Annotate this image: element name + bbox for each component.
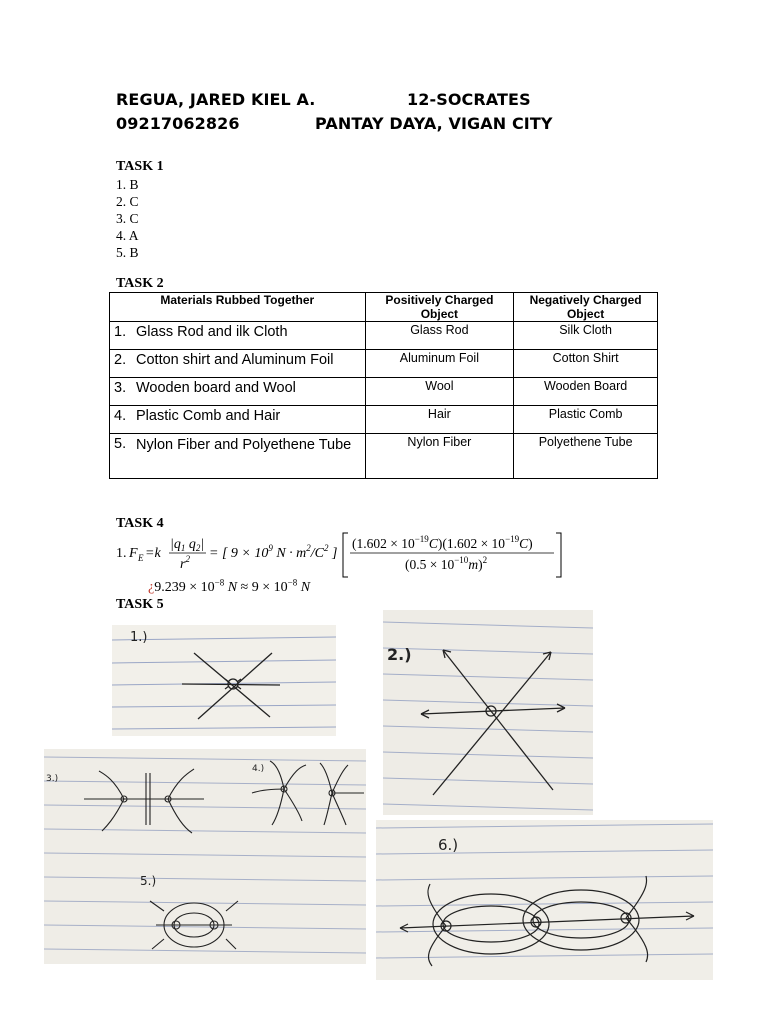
materials-text: Cotton shirt and Aluminum Foil <box>136 352 334 368</box>
task1-answers <box>116 176 139 261</box>
positive-cell: Wool <box>365 378 514 406</box>
table-row <box>110 350 658 378</box>
row-number: 2. <box>114 352 127 368</box>
materials-cell <box>110 350 366 378</box>
formula-constant: = [ $9 \times 10^9$ $N \cdot m^2/C^2$ ] <box>209 543 338 561</box>
materials-text: Nylon Fiber and Polyethene Tube <box>136 437 352 453</box>
row-number: 3. <box>114 380 127 396</box>
formula-lhs-sub: E <box>138 553 144 563</box>
materials-cell <box>110 406 366 434</box>
formula-item-number: 1. <box>116 546 127 561</box>
bracket-right <box>556 533 561 577</box>
table-row <box>110 322 658 350</box>
column-header: Positively Charged Object <box>365 293 514 322</box>
result-value: $9.239 \times 10^{-8}$ $N \approx 9 \times 10^{-8}$ N <box>154 577 311 595</box>
negative-cell: Plastic Comb <box>514 406 658 434</box>
formula-result <box>148 577 310 596</box>
task1-answer: 3. C <box>116 211 139 226</box>
sketch-label: 1.) <box>130 630 148 645</box>
bracket-left <box>343 533 348 577</box>
task2-title: TASK 2 <box>116 276 164 291</box>
student-section: 12-SOCRATES <box>407 90 531 109</box>
field-lines-drawing-3 <box>44 749 366 964</box>
table-row <box>110 378 658 406</box>
column-header: Materials Rubbed Together <box>110 293 366 322</box>
table-row <box>110 406 658 434</box>
student-name: REGUA, JARED KIEL A. <box>116 90 316 109</box>
positive-cell: Hair <box>365 406 514 434</box>
sketch-photo-2 <box>383 610 593 815</box>
task1-answer: 5. B <box>116 245 139 260</box>
row-number: 1. <box>114 324 127 340</box>
negative-cell: Silk Cloth <box>514 322 658 350</box>
sketch-photo-3 <box>44 749 366 964</box>
table-header-row <box>110 293 658 322</box>
positive-cell: Aluminum Foil <box>365 350 514 378</box>
sketch-label: 4.) <box>252 764 265 774</box>
field-lines-drawing-1 <box>112 625 336 736</box>
sketch-photo-1 <box>112 625 336 736</box>
negative-cell: Wooden Board <box>514 378 658 406</box>
sketch-label: 2.) <box>387 645 412 664</box>
positive-cell: Glass Rod <box>365 322 514 350</box>
materials-text: Plastic Comb and Hair <box>136 408 281 424</box>
frac2-denominator: $(0.5 \times 10^{-10}m)^2$ <box>405 555 488 572</box>
formula-lhs: F <box>129 546 138 561</box>
student-phone: 09217062826 <box>116 114 240 133</box>
materials-cell <box>110 378 366 406</box>
sketch-label: 5.) <box>140 874 157 888</box>
field-lines-drawing-4 <box>376 820 713 980</box>
task5-title: TASK 5 <box>116 597 164 612</box>
task1-answer: 4. A <box>116 228 139 243</box>
column-header: Negatively Charged Object <box>514 293 658 322</box>
negative-cell: Cotton Shirt <box>514 350 658 378</box>
frac1-denominator: $r^2$ <box>180 554 190 572</box>
task1-answer: 1. B <box>116 177 139 192</box>
formula-svg <box>116 531 576 579</box>
negative-cell: Polyethene Tube <box>514 434 658 479</box>
frac2-numerator: $(1.602 \times 10^{-19}C)(1.602 \times 10^{-19}C)$ <box>352 534 533 551</box>
materials-cell <box>110 434 366 479</box>
formula-eq: =k <box>145 546 161 561</box>
field-lines-drawing-2 <box>383 610 593 815</box>
materials-cell <box>110 322 366 350</box>
table-row <box>110 434 658 479</box>
result-mark: ¿ <box>148 579 155 595</box>
row-number: 4. <box>114 408 127 424</box>
sketch-photo-4 <box>376 820 713 980</box>
coulomb-formula <box>116 531 576 579</box>
task1-title: TASK 1 <box>116 159 164 174</box>
task1-answer: 2. C <box>116 194 139 209</box>
row-number: 5. <box>114 436 127 452</box>
student-address: PANTAY DAYA, VIGAN CITY <box>315 114 553 133</box>
task4-title: TASK 4 <box>116 516 164 531</box>
sketch-label: 3.) <box>46 774 59 784</box>
sketch-label: 6.) <box>438 836 459 854</box>
frac1-numerator: $|q_1$ $q_2|$ <box>170 537 205 553</box>
materials-table <box>109 292 658 479</box>
materials-text: Glass Rod and ilk Cloth <box>136 324 288 340</box>
materials-text: Wooden board and Wool <box>136 380 296 396</box>
positive-cell: Nylon Fiber <box>365 434 514 479</box>
